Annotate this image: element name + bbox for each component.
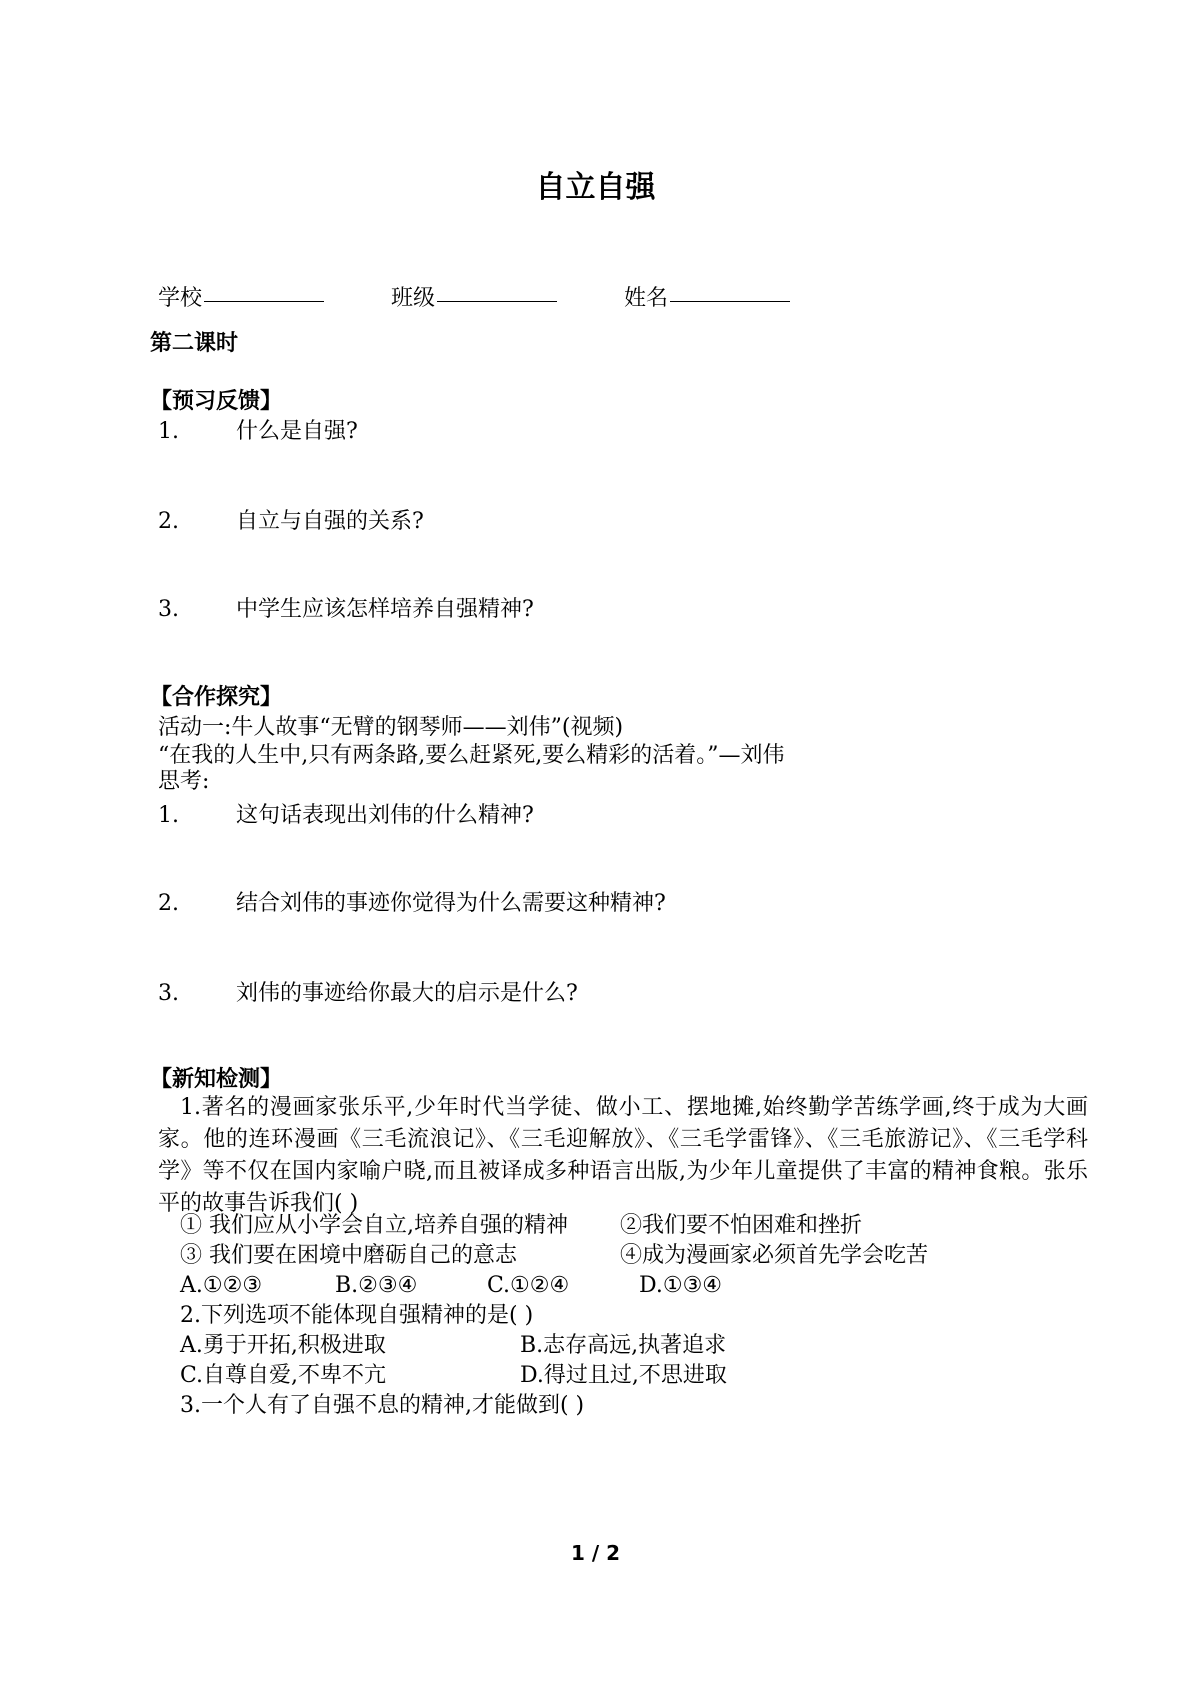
explore-item: 1. 这句话表现出刘伟的什么精神? xyxy=(158,803,534,828)
class-field xyxy=(391,285,557,314)
q1-option: ③ 我们要在困境中磨砺自己的意志 xyxy=(180,1243,517,1268)
question-3: 3.一个人有了自强不息的精神,才能做到( ) xyxy=(180,1393,585,1418)
name-field xyxy=(624,285,790,314)
preview-heading: 【预习反馈】 xyxy=(150,389,283,414)
q2-choice: C.自尊自爱,不卑不亢 xyxy=(180,1363,387,1388)
explore-item: 3. 刘伟的事迹给你最大的启示是什么? xyxy=(158,981,578,1006)
q2-choice: D.得过且过,不思进取 xyxy=(520,1363,727,1388)
preview-item: 2. 自立与自强的关系? xyxy=(158,509,424,534)
q2-choice: A.勇于开拓,积极进取 xyxy=(180,1333,386,1358)
preview-item: 1. 什么是自强? xyxy=(158,419,358,444)
activity-text: 活动一:牛人故事“无臂的钢琴师——刘伟”(视频) xyxy=(158,715,624,740)
q1-option: ④成为漫画家必须首先学会吃苦 xyxy=(620,1243,929,1268)
page-number: 1 / 2 xyxy=(570,1541,621,1565)
q1-option: ②我们要不怕困难和挫折 xyxy=(620,1213,863,1238)
question-1: 1.著名的漫画家张乐平,少年时代当学徒、做小工、摆地摊,始终勤学苦练学画,终于成为大画家。他的连环漫画《三毛流浪记》、《三毛迎解放》、《三毛学雷锋》、《三毛旅游记》、《三毛学科学》等不仅在国内家喻户晓,而且被译成多种语言出版,为少年儿童提供了丰富的精神食粮。张乐平的故事告诉我们( ) xyxy=(158,1095,1088,1216)
school-blank xyxy=(204,301,324,302)
quote-text: “在我的人生中,只有两条路,要么赶紧死,要么精彩的活着。”—刘伟 xyxy=(158,743,785,768)
q2-choices-row-1 xyxy=(180,1332,726,1361)
q1-choice: A.①②③ xyxy=(180,1273,263,1298)
page-title: 自立自强 xyxy=(535,170,656,205)
class-label: 班级 xyxy=(391,286,436,311)
question-2: 2.下列选项不能体现自强精神的是( ) xyxy=(180,1303,534,1328)
school-field xyxy=(158,285,324,314)
q2-choices-row-2 xyxy=(180,1362,727,1391)
school-label: 学校 xyxy=(158,286,203,311)
lesson-label: 第二课时 xyxy=(150,331,239,356)
q1-choice: D.①③④ xyxy=(639,1273,723,1298)
q1-choices-row xyxy=(180,1272,722,1301)
name-blank xyxy=(670,301,790,302)
explore-heading: 【合作探究】 xyxy=(150,685,283,710)
q1-options-row-2 xyxy=(180,1242,928,1271)
class-blank xyxy=(437,301,557,302)
think-label: 思考: xyxy=(158,769,210,794)
q1-options-row-1 xyxy=(180,1212,862,1241)
name-label: 姓名 xyxy=(624,286,669,311)
student-info-row xyxy=(158,285,850,314)
preview-item: 3. 中学生应该怎样培养自强精神? xyxy=(158,597,534,622)
q1-option: ① 我们应从小学会自立,培养自强的精神 xyxy=(180,1213,568,1238)
test-heading: 【新知检测】 xyxy=(150,1067,283,1092)
q2-choice: B.志存高远,执著追求 xyxy=(520,1333,727,1358)
explore-item: 2. 结合刘伟的事迹你觉得为什么需要这种精神? xyxy=(158,891,666,916)
q1-choice: C.①②④ xyxy=(487,1273,570,1298)
q1-choice: B.②③④ xyxy=(335,1273,418,1298)
